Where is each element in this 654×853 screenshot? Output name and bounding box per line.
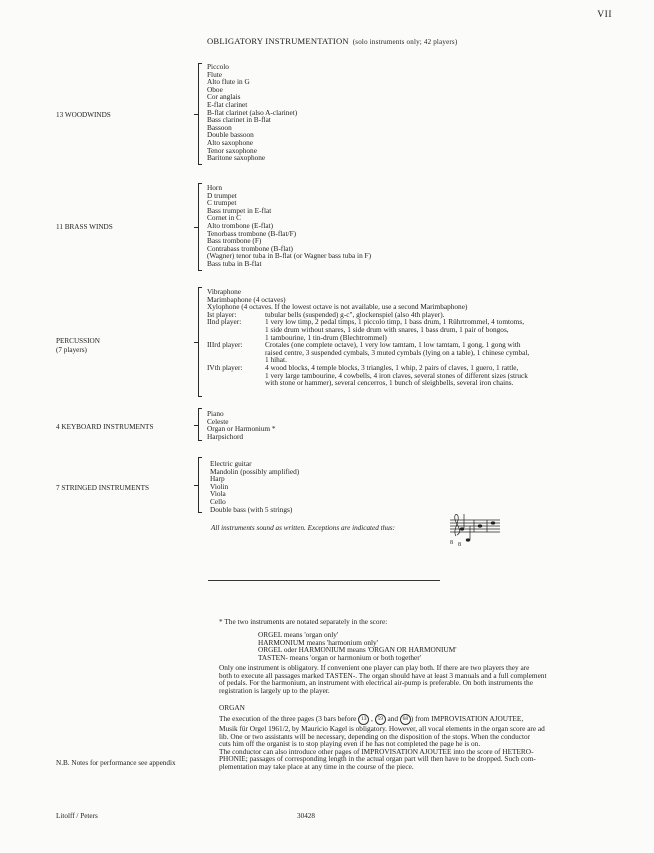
- player-text: 1 hihat.: [265, 355, 287, 365]
- player-key: Ist player:: [207, 309, 237, 319]
- list-item: Baritone saxophone: [207, 153, 266, 163]
- list-item: Double bass (with 5 strings): [210, 504, 293, 514]
- list-item: Bass clarinet in B-flat: [207, 115, 271, 125]
- list-item: Piccolo: [207, 62, 229, 71]
- player-text: 1 side drum without snares, 1 side drum with snares, 1 bass drum, 1 pair of bongos,: [265, 324, 509, 334]
- page-title: [207, 38, 457, 47]
- list-item: Oboe: [207, 84, 223, 94]
- player-text: with stone or hammer), several cencerros, 1 bunch of sleighbells, several iron chains.: [265, 378, 514, 388]
- list-item: Contrabass trombone (B-flat): [207, 243, 293, 253]
- list-item: Bassoon: [207, 122, 232, 132]
- player-key: IIIrd player:: [207, 340, 243, 350]
- footnote-defs: [258, 631, 457, 661]
- list-item: (Wagner) tenor tuba in B-flat (or Wagner bass tuba in F): [207, 251, 372, 261]
- def-item: ORGEL oder HARMONIUM means 'ORGAN OR HARMONIUM': [258, 645, 457, 655]
- list-item: Alto flute in G: [207, 77, 250, 87]
- para-line: both to execute all passages marked TASTEN-. The organ should have at least 3 manuals and a full complement: [219, 670, 547, 680]
- woodwinds-list: [207, 63, 297, 162]
- list-item: Viola: [210, 489, 226, 499]
- list-item: Alto trombone (E-flat): [207, 220, 274, 230]
- list-item: Bass trombone (F): [207, 236, 262, 246]
- svg-text:8: 8: [458, 542, 461, 548]
- para-line-first: The execution of the three pages (3 bars before 13 , 59 and 68 ) from IMPROVISATION AJOUTEE,: [219, 714, 524, 724]
- list-item: Marimbaphone (4 octaves): [207, 294, 286, 304]
- list-item: Vibraphone: [207, 287, 242, 296]
- list-item: Harpsichord: [207, 431, 244, 441]
- para-line: Only one instrument is obligatory. If convenient one player can play both. If there are two players they are: [219, 663, 530, 672]
- list-item: Alto saxophone: [207, 137, 254, 147]
- title-subtitle: (solo instruments only; 42 players): [352, 38, 458, 46]
- list-item: Bass tuba in B-flat: [207, 258, 262, 268]
- def-item: HARMONIUM means 'harmonium only': [258, 637, 378, 647]
- player-text: 1 tambourine, 1 tin-drum (Blechtrommel): [265, 332, 387, 342]
- brass-label: 11 BRASS WINDS: [56, 223, 113, 231]
- title-text: OBLIGATORY INSTRUMENTATION: [207, 36, 349, 46]
- performance-note: N.B. Notes for performance see appendix: [56, 759, 176, 767]
- rehearsal-mark: 13: [358, 714, 369, 725]
- catalog-number: 30428: [297, 812, 315, 820]
- para-line: PHONIE; passages of corresponding length in the actual organ part will then have to be dropped. Such com-: [219, 754, 536, 764]
- list-item: B-flat clarinet (also A-clarinet): [207, 107, 298, 117]
- para-line: registration is largely up to the player.: [219, 685, 330, 695]
- percussion-player-4-cont: [207, 379, 529, 387]
- player-text: raised centre, 3 suspended cymbals, 3 muted cymbals (lying on a table), 1 chinese cymbal,: [265, 347, 530, 357]
- strings-list: [210, 460, 299, 513]
- list-item: C trumpet: [207, 198, 237, 208]
- para-line: cuts him off the organist is to stop playing even if he has not completed the page he is on.: [219, 739, 481, 749]
- rehearsal-mark: 68: [400, 714, 411, 725]
- para2-end: ) from IMPROVISATION AJOUTEE,: [410, 714, 524, 724]
- svg-text:8: 8: [450, 540, 453, 546]
- list-item: Electric guitar: [210, 459, 252, 468]
- list-item: Mandolin (possibly amplified): [210, 466, 300, 476]
- player-text: 1 very low timp, 2 pedal timps, 1 piccolo timp, 1 bass drum, 1 Rührtrommel, 4 tomtoms,: [265, 317, 525, 327]
- list-item: Cor anglais: [207, 92, 241, 102]
- keyboard-brace: [198, 408, 206, 441]
- def-item: TASTEN- means 'organ or harmonium or both together': [258, 652, 422, 662]
- list-item: Celeste: [207, 416, 229, 426]
- para-line: of pedals. For the harmonium, an instrument with electrical air-pump is preferable. On both instruments the: [219, 678, 533, 688]
- list-item: Double bassoon: [207, 130, 254, 140]
- list-item: Tenorbass trombone (B-flat/F): [207, 228, 297, 238]
- list-item: D trumpet: [207, 190, 237, 200]
- player-text: Crotales (one complete octave), 1 very low tamtam, 1 low tamtam, 1 gong, 1 gong with: [265, 340, 521, 350]
- list-item: Organ or Harmonium *: [207, 424, 276, 434]
- para-line: Musik für Orgel 1961/2, by Mauricio Kagel is obligatory. However, all vocal elements in the organ score are ad: [219, 724, 545, 733]
- para-line: plementation may take place at any time in the course of the piece.: [219, 761, 414, 771]
- player-key: IVth player:: [207, 362, 243, 372]
- brass-brace: [198, 183, 206, 271]
- def-item: ORGEL means 'organ only': [258, 630, 339, 639]
- list-item: E-flat clarinet: [207, 99, 248, 109]
- footnote-paragraph-1: [219, 664, 619, 694]
- organ-heading: ORGAN: [219, 703, 245, 712]
- percussion-label-line2: (7 players): [56, 345, 87, 354]
- sounding-note: All instruments sound as written. Exceptions are indicated thus:: [211, 524, 395, 532]
- player-text: 4 wood blocks, 4 temple blocks, 3 triangles, 1 whip, 2 pairs of claves, 1 guero, 1 rattle,: [265, 362, 519, 372]
- list-item: Horn: [207, 183, 222, 192]
- woodwinds-label: 13 WOODWINDS: [56, 111, 111, 119]
- footnote-intro: * The two instruments are notated separately in the score:: [219, 617, 388, 626]
- percussion-label-line1: PERCUSSION: [56, 337, 100, 345]
- para-line: The conductor can also introduce other pages of IMPROVISATION AJOUTEE into the score of HETERO-: [219, 746, 534, 756]
- brass-list: [207, 184, 371, 268]
- list-item: Tenor saxophone: [207, 145, 257, 155]
- footnote-paragraph-2: [219, 714, 619, 771]
- page-number: VII: [597, 10, 612, 20]
- publisher: Litolff / Peters: [56, 812, 98, 820]
- strings-brace: [198, 457, 206, 513]
- list-item: Violin: [210, 481, 229, 491]
- percussion-player-3-cont: [207, 349, 529, 357]
- list-item: Harp: [210, 474, 225, 484]
- rehearsal-mark: 59: [375, 714, 386, 725]
- list-item: Xylophone (4 octaves. If the lowest octave is not available, use a second Marimbaphone): [207, 302, 468, 312]
- para2-start: The execution of the three pages (3 bars before: [219, 714, 357, 724]
- separator-line: [208, 580, 440, 581]
- list-item: Bass trumpet in E-flat: [207, 205, 272, 215]
- player-text: 1 very large tambourine, 4 cowbells, 4 iron claves, several stones of different sizes (struck: [265, 370, 528, 380]
- percussion-list: [207, 288, 529, 387]
- percussion-brace: [198, 287, 206, 397]
- list-item: Cornet in C: [207, 213, 242, 223]
- list-item: Cello: [210, 496, 226, 506]
- para-line: lib. One or two assistants will be necessary, depending on the disposition of the stops. When the conductor: [219, 731, 531, 741]
- strings-label: 7 STRINGED INSTRUMENTS: [56, 484, 150, 492]
- keyboard-label: 4 KEYBOARD INSTRUMENTS: [56, 423, 154, 431]
- keyboard-list: [207, 410, 276, 440]
- percussion-label: [56, 337, 100, 354]
- list-item: Flute: [207, 69, 222, 79]
- player-key: IInd player:: [207, 317, 242, 327]
- para2-and: and: [387, 714, 399, 724]
- woodwinds-brace: [198, 63, 206, 165]
- player-text: tubular bells (suspended) g-c", glockenspiel (also 4th player).: [265, 309, 445, 319]
- list-item: Piano: [207, 409, 224, 418]
- notation-example-icon: [440, 508, 502, 548]
